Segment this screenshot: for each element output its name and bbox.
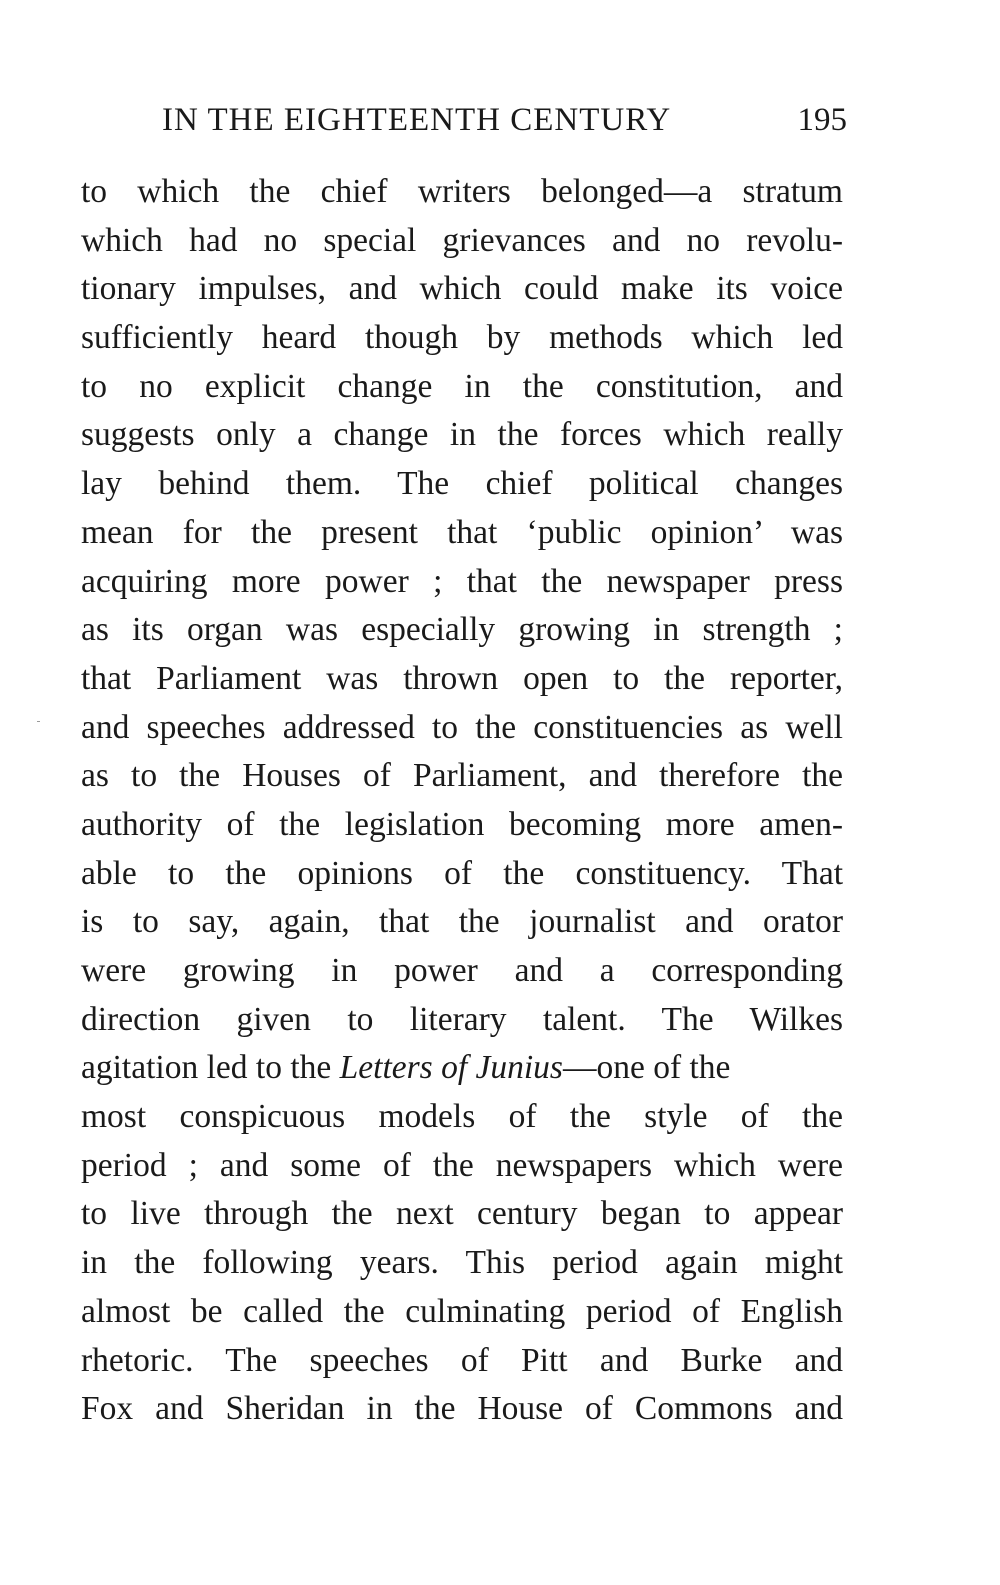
text-line: able to the opinions of the constituency. That <box>81 854 843 892</box>
text-line: almost be called the culminating period of English <box>81 1292 843 1330</box>
text-line: rhetoric. The speeches of Pitt and Burke and <box>81 1341 843 1379</box>
italic-book-title: Letters of Junius <box>339 1049 563 1087</box>
page-number: 195 <box>797 102 847 138</box>
text-line: tionary impulses, and which could make its voice <box>81 270 843 308</box>
text-line: as its organ was especially growing in strength ; <box>81 611 843 649</box>
text-line: Fox and Sheridan in the House of Commons and <box>81 1390 843 1428</box>
text-line: is to say, again, that the journalist and orator <box>81 903 843 941</box>
running-title: IN THE EIGHTEENTH CENTURY <box>162 102 672 138</box>
margin-mark <box>37 721 40 722</box>
text-line: which had no special grievances and no revolu- <box>81 221 843 259</box>
text-line: and speeches addressed to the constituencies as well <box>81 708 843 746</box>
text-line: suggests only a change in the forces which really <box>81 416 843 454</box>
text-line: mean for the present that ‘public opinion’ was <box>81 513 843 551</box>
text-line: as to the Houses of Parliament, and therefore the <box>81 757 843 795</box>
text-line: most conspicuous models of the style of the <box>81 1098 843 1136</box>
text-segment: agitation led to the <box>81 1049 340 1087</box>
running-head <box>162 100 847 140</box>
text-line: authority of the legislation becoming more amen- <box>81 805 843 843</box>
text-line: to no explicit change in the constitution, and <box>81 367 843 405</box>
text-line: sufficiently heard though by methods which led <box>81 319 843 357</box>
text-line: that Parliament was thrown open to the reporter, <box>81 659 843 697</box>
text-line: were growing in power and a corresponding <box>81 952 843 989</box>
text-line: in the following years. This period again might <box>81 1244 843 1282</box>
text-line: direction given to literary talent. The Wilkes <box>81 1000 843 1038</box>
text-segment: —one of the <box>562 1049 731 1087</box>
text-line: to which the chief writers belonged—a stratum <box>81 173 843 210</box>
text-line-with-italic-title <box>81 1044 843 1093</box>
body-text <box>81 168 843 1434</box>
text-line: period ; and some of the newspapers which were <box>81 1146 843 1184</box>
text-line: lay behind them. The chief political changes <box>81 465 843 503</box>
text-line: to live through the next century began to appear <box>81 1195 843 1233</box>
text-line: acquiring more power ; that the newspaper press <box>81 562 843 600</box>
